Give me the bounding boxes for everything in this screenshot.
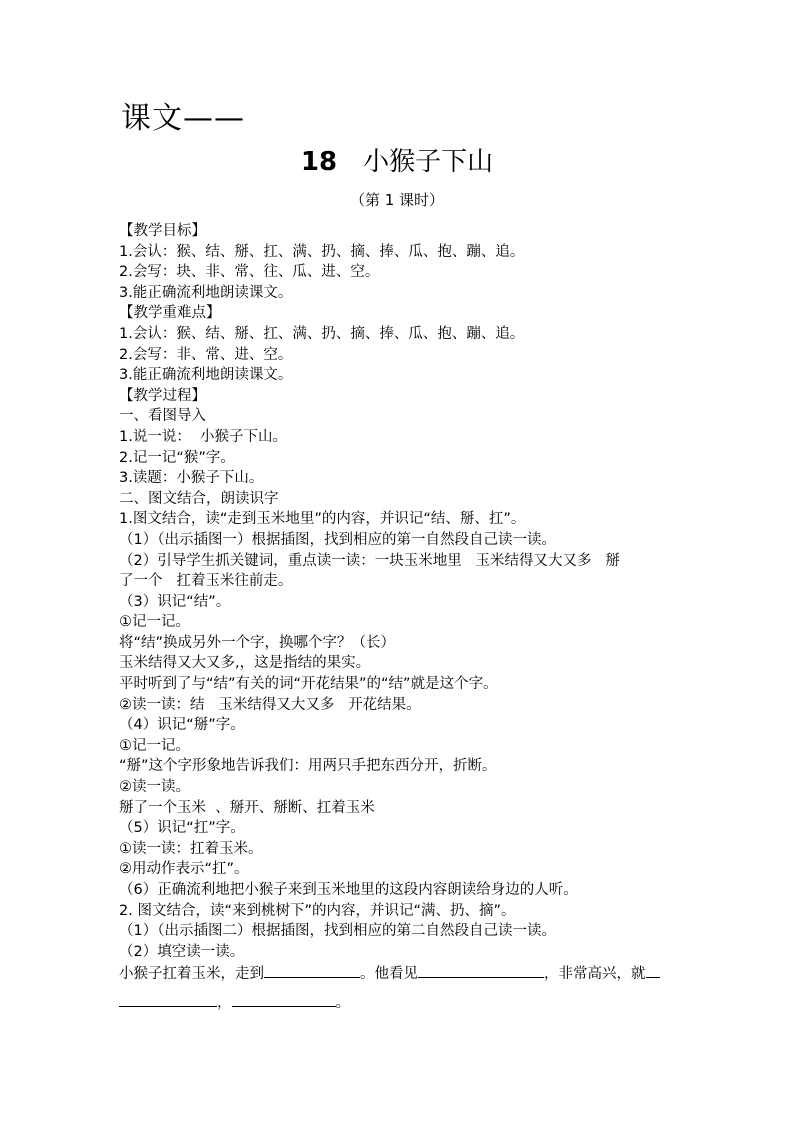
body-line: （1）（出示插图二）根据插图，找到相应的第二自然段自己读一读。	[119, 923, 556, 940]
body-line: 3.能正确流利地朗读课文。	[119, 367, 293, 384]
body-line: 将“结”换成另外一个字，换哪个字？（长）	[119, 634, 396, 651]
body-line: 1.会认：猴、结、掰、扛、满、扔、摘、捧、瓜、抱、蹦、追。	[119, 243, 525, 260]
body-line: 二、图文结合，朗读识字	[119, 490, 279, 507]
lesson-header: 课文——	[121, 101, 245, 136]
fill-blank[interactable]	[646, 962, 660, 978]
body-line: （4）识记“掰”字。	[119, 717, 245, 734]
body-line: （3）识记“结”。	[119, 593, 231, 610]
body-line: 玉米结得又大又多,，这是指结的果实。	[119, 655, 371, 672]
section-heading-process: 【教学过程】	[119, 387, 206, 404]
body-line: （5）识记“扛”字。	[119, 820, 245, 837]
lesson-title	[0, 146, 794, 178]
body-line: ②读一读：结 玉米结得又大又多 开花结果。	[119, 696, 421, 713]
body-line: （2）引导学生抓关键词，重点读一读：一块玉米地里 玉米结得又大又多 掰	[119, 552, 620, 569]
fill-separator: ，	[217, 994, 232, 1011]
fill-in-line	[119, 991, 679, 1014]
body-line: （1）（出示插图一）根据插图，找到相应的第一自然段自己读一读。	[119, 531, 556, 548]
lesson-number: 18	[300, 147, 338, 177]
fill-blank[interactable]	[264, 962, 360, 978]
body-line: 3.读题：小猴子下山。	[119, 470, 264, 487]
body-line: 1.会认：猴、结、掰、扛、满、扔、摘、捧、瓜、抱、蹦、追。	[119, 325, 525, 342]
fill-in-line	[119, 962, 679, 985]
body-line: 3.能正确流利地朗读课文。	[119, 284, 293, 301]
fill-blank[interactable]	[119, 991, 217, 1007]
body-line: ②用动作表示“扛”。	[119, 861, 249, 878]
body-line: 1.图文结合，读“走到玉米地里”的内容，并识记“结、掰、扛”。	[119, 511, 526, 528]
body-line: 了一个 扛着玉米往前走。	[119, 573, 293, 590]
fill-end: 。	[335, 994, 350, 1011]
fill-text-part: 小猴子扛着玉米，走到	[119, 966, 264, 983]
body-line: ②读一读。	[119, 779, 190, 796]
body-line: 平时听到了与“结”有关的词“开花结果”的“结”就是这个字。	[119, 676, 498, 693]
section-heading-key-points: 【教学重难点】	[119, 305, 221, 322]
body-line: ①记一记。	[119, 737, 190, 754]
body-line: 一、看图导入	[119, 408, 206, 425]
body-line: 2.会写：块、非、常、往、瓜、进、空。	[119, 264, 380, 281]
body-line: “掰”这个字形象地告诉我们：用两只手把东西分开，折断。	[119, 758, 497, 775]
lesson-period: （第 1 课时）	[349, 191, 445, 209]
body-line: 2.记一记“猴”字。	[119, 449, 235, 466]
section-heading-objectives: 【教学目标】	[119, 223, 206, 239]
body-line: 2. 图文结合，读“来到桃树下”的内容，并识记“满、扔、摘”。	[119, 902, 516, 919]
body-line: 1.说一说： 小猴子下山。	[119, 428, 288, 445]
fill-text-part: ，非常高兴，就	[544, 966, 646, 983]
body-line: ①记一记。	[119, 614, 190, 631]
fill-blank[interactable]	[418, 962, 544, 978]
lesson-title-text: 小猴子下山	[363, 147, 494, 177]
body-line: （2）填空读一读。	[119, 943, 245, 960]
fill-text-part: 。他看见	[360, 966, 418, 983]
body-line: （6）正确流利地把小猴子来到玉米地里的这段内容朗读给身边的人听。	[119, 882, 578, 898]
fill-blank[interactable]	[232, 991, 336, 1007]
body-line: ①读一读：扛着玉米。	[119, 840, 263, 857]
body-line: 2.会写：非、常、进、空。	[119, 346, 293, 363]
body-line: 掰了一个玉米 、掰开、掰断、扛着玉米	[119, 799, 375, 816]
lesson-body	[119, 221, 679, 1014]
